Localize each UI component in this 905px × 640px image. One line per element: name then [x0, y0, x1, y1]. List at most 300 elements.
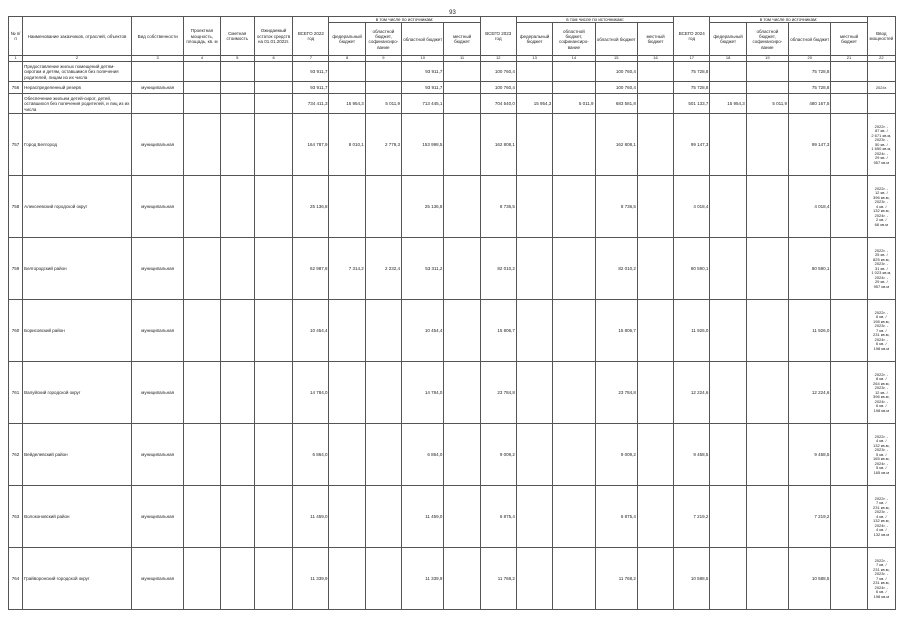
row-fed-2023 [516, 82, 552, 94]
row-number: 758 [9, 176, 23, 238]
row-capacity [184, 548, 220, 610]
row-fed-2022 [329, 62, 365, 82]
row-remaining [254, 548, 292, 610]
row-fed-2022: 8 010,1 [329, 114, 365, 176]
row-fed-2023: 15 954,3 [516, 94, 552, 114]
row-reg-cofin-2024 [746, 424, 788, 486]
row-reg-2022: 14 784,0 [402, 362, 444, 424]
row-reg-2022: 153 998,5 [402, 114, 444, 176]
row-local-2024 [831, 94, 867, 114]
row-total-2024: 80 590,1 [674, 238, 710, 300]
row-local-2023 [637, 486, 673, 548]
row-reg-2022: 713 445,1 [402, 94, 444, 114]
row-commissioning [867, 62, 895, 82]
row-reg-cofin-2024 [746, 176, 788, 238]
row-local-2022 [444, 424, 480, 486]
header-commissioning: Ввод мощностей [867, 17, 895, 56]
row-commissioning: 2022г. - 6 кв. / 198 кв.м, 2023г. - 7 кв. / 231 кв.м, 2024г. - 6 кв. / 198 кв.м [867, 300, 895, 362]
row-fed-2023 [516, 62, 552, 82]
row-fed-2024 [710, 82, 746, 94]
row-cost [220, 114, 254, 176]
row-total-2024: 10 588,5 [674, 548, 710, 610]
row-remaining [254, 94, 292, 114]
row-local-2024 [831, 238, 867, 300]
column-index-cell: 15 [595, 56, 637, 62]
row-total-2023: 100 760,4 [480, 82, 516, 94]
row-reg-2024: 9 458,5 [789, 424, 831, 486]
column-index-cell: 22 [867, 56, 895, 62]
row-reg-2024: 11 926,0 [789, 300, 831, 362]
row-name: Нераспределенный резерв [23, 82, 132, 94]
header-reg-2024: областной бюджет [789, 23, 831, 56]
row-number: 756 [9, 82, 23, 94]
row-total-2023: 9 009,2 [480, 424, 516, 486]
row-total-2022: 164 787,9 [293, 114, 329, 176]
row-total-2024: 9 458,5 [674, 424, 710, 486]
row-remaining [254, 300, 292, 362]
table-row [9, 300, 896, 362]
row-reg-cofin-2024: 5 011,9 [746, 94, 788, 114]
table-body [9, 56, 896, 610]
row-total-2022: 6 864,0 [293, 424, 329, 486]
row-reg-2023: 15 806,7 [595, 300, 637, 362]
row-ownership: муниципальная [131, 176, 183, 238]
row-local-2024 [831, 486, 867, 548]
row-number: 762 [9, 424, 23, 486]
row-reg-2022: 11 339,9 [402, 548, 444, 610]
row-local-2022 [444, 238, 480, 300]
row-reg-2022: 10 454,4 [402, 300, 444, 362]
row-fed-2023 [516, 176, 552, 238]
row-local-2024 [831, 424, 867, 486]
row-fed-2022 [329, 486, 365, 548]
row-commissioning: 2022г. - 7 кв. / 231 кв.м, 2023г. - 4 кв. / 132 кв.м, 2024г. - 4 кв. / 132 кв.м [867, 486, 895, 548]
row-reg-2023: 100 760,4 [595, 62, 637, 82]
column-index-cell: 21 [831, 56, 867, 62]
row-reg-2023: 23 784,8 [595, 362, 637, 424]
row-fed-2024 [710, 176, 746, 238]
row-ownership: муниципальная [131, 114, 183, 176]
row-reg-2023: 8 736,5 [595, 176, 637, 238]
row-reg-2023: 100 760,4 [595, 82, 637, 94]
row-reg-cofin-2022: 2 779,3 [365, 114, 401, 176]
row-capacity [184, 300, 220, 362]
column-index-cell: 12 [480, 56, 516, 62]
row-reg-cofin-2023: 5 011,9 [553, 94, 595, 114]
header-local-2022: местный бюджет [444, 23, 480, 56]
row-total-2023: 23 784,8 [480, 362, 516, 424]
row-fed-2022: 7 314,2 [329, 238, 365, 300]
row-total-2023: 162 808,1 [480, 114, 516, 176]
row-total-2022: 14 784,0 [293, 362, 329, 424]
row-reg-cofin-2022 [365, 548, 401, 610]
header-fed-2024: федеральный бюджет [710, 23, 746, 56]
row-total-2024: 12 224,6 [674, 362, 710, 424]
row-total-2022: 93 911,7 [293, 82, 329, 94]
row-reg-cofin-2022: 5 011,9 [365, 94, 401, 114]
row-fed-2024 [710, 62, 746, 82]
row-reg-cofin-2023 [553, 424, 595, 486]
row-capacity [184, 238, 220, 300]
header-reg-2022: областной бюджет [402, 23, 444, 56]
row-local-2023 [637, 424, 673, 486]
row-reg-cofin-2024 [746, 548, 788, 610]
row-ownership: муниципальная [131, 238, 183, 300]
row-local-2023 [637, 114, 673, 176]
row-reg-cofin-2024 [746, 362, 788, 424]
row-cost [220, 362, 254, 424]
row-name: Обеспечение жильем детей-сирот, детей, оставшихся без попечения родителей, и лиц из их числа [23, 94, 132, 114]
row-reg-2023: 6 875,4 [595, 486, 637, 548]
column-index-cell: 9 [365, 56, 401, 62]
row-total-2024: 99 147,3 [674, 114, 710, 176]
row-number: 757 [9, 114, 23, 176]
column-index-cell: 4 [184, 56, 220, 62]
row-local-2022 [444, 114, 480, 176]
header-reg-2023: областной бюджет [595, 23, 637, 56]
row-name: Белгородский район [23, 238, 132, 300]
row-fed-2022 [329, 300, 365, 362]
row-name: Алексеевский городской округ [23, 176, 132, 238]
row-total-2022: 11 459,0 [293, 486, 329, 548]
row-local-2024 [831, 548, 867, 610]
row-fed-2023 [516, 424, 552, 486]
row-remaining [254, 62, 292, 82]
row-local-2022 [444, 362, 480, 424]
header-sources-2023: в том числе по источникам: [516, 17, 673, 23]
row-fed-2024 [710, 548, 746, 610]
row-local-2024 [831, 114, 867, 176]
row-fed-2024: 15 954,3 [710, 94, 746, 114]
row-reg-cofin-2022 [365, 486, 401, 548]
row-reg-2022: 6 864,0 [402, 424, 444, 486]
row-fed-2024 [710, 486, 746, 548]
row-name: Валуйский городской округ [23, 362, 132, 424]
header-total-2022: ВСЕГО 2022 год [293, 17, 329, 56]
table-row [9, 424, 896, 486]
row-total-2024: 4 018,4 [674, 176, 710, 238]
row-reg-2023: 82 010,2 [595, 238, 637, 300]
row-ownership: муниципальная [131, 82, 183, 94]
header-name: Наименование заказчиков, отраслей, объектов [23, 17, 132, 56]
header-reg-cofin-2022: областной бюджет, софинансиро-вание [365, 23, 401, 56]
row-fed-2023 [516, 362, 552, 424]
row-reg-cofin-2022 [365, 300, 401, 362]
row-fed-2023 [516, 300, 552, 362]
table-row [9, 548, 896, 610]
row-local-2022 [444, 82, 480, 94]
row-reg-cofin-2024 [746, 238, 788, 300]
header-fed-2023: федеральный бюджет [516, 23, 552, 56]
row-ownership [131, 94, 183, 114]
header-reg-cofin-2023: областной бюджет, софинансиро-вание [553, 23, 595, 56]
row-commissioning: 2022г. - 12 кв. / 396 кв.м, 2023г. - 4 кв. / 132 кв.м, 2024г. - 2 кв. / 66 кв.м [867, 176, 895, 238]
row-reg-2022: 25 136,8 [402, 176, 444, 238]
row-reg-2023: 9 009,2 [595, 424, 637, 486]
row-cost [220, 424, 254, 486]
row-number: 763 [9, 486, 23, 548]
header-capacity: Проектная мощность, площадь, кв. м [184, 17, 220, 56]
row-cost [220, 486, 254, 548]
row-reg-cofin-2022: 2 232,4 [365, 238, 401, 300]
row-ownership: муниципальная [131, 300, 183, 362]
row-total-2022: 62 987,8 [293, 238, 329, 300]
row-reg-cofin-2022 [365, 176, 401, 238]
column-index-cell: 3 [131, 56, 183, 62]
header-remaining: Ожидаемый остаток средств на 01.01.2022г. [254, 17, 292, 56]
row-reg-2022: 53 311,2 [402, 238, 444, 300]
row-fed-2024 [710, 114, 746, 176]
row-total-2024: 75 728,8 [674, 62, 710, 82]
row-total-2024: 501 133,7 [674, 94, 710, 114]
row-total-2022: 11 339,9 [293, 548, 329, 610]
row-capacity [184, 62, 220, 82]
column-index-cell: 2 [23, 56, 132, 62]
header-total-2023: ВСЕГО 2023 год [480, 17, 516, 56]
row-capacity [184, 94, 220, 114]
row-remaining [254, 176, 292, 238]
row-reg-cofin-2023 [553, 176, 595, 238]
header-cost: Сметная стоимость [220, 17, 254, 56]
row-commissioning: 2024г. [867, 82, 895, 94]
row-fed-2022 [329, 362, 365, 424]
row-ownership: муниципальная [131, 424, 183, 486]
row-total-2023: 15 806,7 [480, 300, 516, 362]
row-remaining [254, 424, 292, 486]
row-reg-2024: 75 728,8 [789, 62, 831, 82]
row-reg-cofin-2024 [746, 114, 788, 176]
row-fed-2022 [329, 176, 365, 238]
header-local-2024: местный бюджет [831, 23, 867, 56]
row-reg-2022: 93 911,7 [402, 62, 444, 82]
row-reg-cofin-2022 [365, 362, 401, 424]
row-cost [220, 62, 254, 82]
row-fed-2024 [710, 424, 746, 486]
row-name: Грайворонский городской округ [23, 548, 132, 610]
column-index-cell: 20 [789, 56, 831, 62]
row-reg-cofin-2024 [746, 62, 788, 82]
row-capacity [184, 114, 220, 176]
header-local-2023: местный бюджет [637, 23, 673, 56]
column-index-cell: 19 [746, 56, 788, 62]
row-capacity [184, 176, 220, 238]
row-total-2022: 10 454,4 [293, 300, 329, 362]
row-reg-cofin-2022 [365, 424, 401, 486]
row-total-2023: 6 875,4 [480, 486, 516, 548]
column-index-cell: 11 [444, 56, 480, 62]
row-total-2023: 100 760,4 [480, 62, 516, 82]
row-local-2022 [444, 548, 480, 610]
row-reg-cofin-2023 [553, 82, 595, 94]
row-ownership: муниципальная [131, 548, 183, 610]
row-local-2024 [831, 62, 867, 82]
table-row [9, 82, 896, 94]
column-index-cell: 10 [402, 56, 444, 62]
row-local-2023 [637, 300, 673, 362]
row-reg-2024: 80 590,1 [789, 238, 831, 300]
row-commissioning [867, 94, 895, 114]
row-total-2022: 25 136,8 [293, 176, 329, 238]
column-index-cell: 13 [516, 56, 552, 62]
row-total-2023: 704 540,0 [480, 94, 516, 114]
row-number: 759 [9, 238, 23, 300]
row-fed-2024 [710, 238, 746, 300]
row-fed-2023 [516, 486, 552, 548]
row-fed-2022 [329, 548, 365, 610]
row-total-2023: 8 736,5 [480, 176, 516, 238]
row-total-2024: 75 728,8 [674, 82, 710, 94]
row-fed-2022: 15 954,3 [329, 94, 365, 114]
row-capacity [184, 362, 220, 424]
row-cost [220, 82, 254, 94]
row-name: Борисовский район [23, 300, 132, 362]
row-reg-2024: 7 219,2 [789, 486, 831, 548]
row-reg-cofin-2023 [553, 486, 595, 548]
row-name: Предоставление жилых помещений детям-сиротам и детям, оставшимся без попечения родителей, лицам из их числа [23, 62, 132, 82]
header-total-2024: ВСЕГО 2024 год [674, 17, 710, 56]
row-reg-2024: 75 728,8 [789, 82, 831, 94]
row-ownership: муниципальная [131, 362, 183, 424]
row-name: Волоконовский район [23, 486, 132, 548]
table-row [9, 486, 896, 548]
header-sources-2022: в том числе по источникам: [329, 17, 480, 23]
row-cost [220, 238, 254, 300]
row-total-2023: 11 768,2 [480, 548, 516, 610]
row-name: Город Белгород [23, 114, 132, 176]
row-local-2023 [637, 176, 673, 238]
row-capacity [184, 486, 220, 548]
table-row [9, 114, 896, 176]
column-index-cell: 16 [637, 56, 673, 62]
row-capacity [184, 424, 220, 486]
header-reg-cofin-2024: областной бюджет, софинансиро-вание [746, 23, 788, 56]
row-fed-2023 [516, 238, 552, 300]
row-total-2024: 11 926,0 [674, 300, 710, 362]
row-ownership: муниципальная [131, 486, 183, 548]
row-remaining [254, 486, 292, 548]
table-row [9, 94, 896, 114]
column-index-cell: 8 [329, 56, 365, 62]
row-commissioning: 2022г. - 8 кв. / 264 кв.м, 2023г. - 12 кв. / 396 кв.м, 2024г. - 6 кв. / 198 кв.м [867, 362, 895, 424]
row-remaining [254, 238, 292, 300]
row-fed-2024 [710, 362, 746, 424]
row-fed-2022 [329, 82, 365, 94]
column-index-cell: 5 [220, 56, 254, 62]
row-total-2023: 82 010,2 [480, 238, 516, 300]
row-reg-2023: 162 808,1 [595, 114, 637, 176]
header-fed-2022: федеральный бюджет [329, 23, 365, 56]
row-local-2023 [637, 548, 673, 610]
table-row [9, 62, 896, 82]
row-reg-cofin-2023 [553, 548, 595, 610]
row-reg-cofin-2023 [553, 362, 595, 424]
row-reg-2024: 10 588,5 [789, 548, 831, 610]
row-reg-cofin-2024 [746, 300, 788, 362]
row-capacity [184, 82, 220, 94]
row-reg-2024: 480 167,5 [789, 94, 831, 114]
row-local-2023 [637, 362, 673, 424]
row-local-2023 [637, 94, 673, 114]
row-cost [220, 548, 254, 610]
row-local-2024 [831, 82, 867, 94]
row-commissioning: 2022г. - 87 кв. / 2 671 кв.м, 2023г. - 50 кв. / 1 650 кв.м, 2024г. - 29 кв. / 957 кв.м [867, 114, 895, 176]
row-total-2022: 93 911,7 [293, 62, 329, 82]
row-local-2022 [444, 486, 480, 548]
row-local-2022 [444, 300, 480, 362]
row-fed-2023 [516, 114, 552, 176]
row-total-2022: 734 411,3 [293, 94, 329, 114]
row-cost [220, 94, 254, 114]
row-fed-2022 [329, 424, 365, 486]
header-num: № п/п [9, 17, 23, 56]
column-index-cell: 18 [710, 56, 746, 62]
header-sources-2024: в том числе по источникам: [710, 17, 867, 23]
row-cost [220, 176, 254, 238]
row-local-2024 [831, 300, 867, 362]
page-number: 93 [449, 10, 456, 16]
row-reg-2024: 4 018,4 [789, 176, 831, 238]
row-cost [220, 300, 254, 362]
column-index-cell: 14 [553, 56, 595, 62]
header-ownership: Вид собственности [131, 17, 183, 56]
table-row [9, 176, 896, 238]
row-reg-2023: 683 581,8 [595, 94, 637, 114]
row-local-2022 [444, 62, 480, 82]
row-local-2022 [444, 94, 480, 114]
column-index-cell: 1 [9, 56, 23, 62]
row-total-2024: 7 219,2 [674, 486, 710, 548]
row-reg-cofin-2024 [746, 82, 788, 94]
row-reg-2022: 93 911,7 [402, 82, 444, 94]
row-remaining [254, 82, 292, 94]
row-local-2022 [444, 176, 480, 238]
column-index-cell: 6 [254, 56, 292, 62]
row-remaining [254, 362, 292, 424]
row-local-2023 [637, 62, 673, 82]
row-reg-cofin-2023 [553, 62, 595, 82]
row-reg-cofin-2022 [365, 62, 401, 82]
row-commissioning: 2022г. - 4 кв. / 132 кв.м, 2023г. - 5 кв. / 165 кв.м, 2024г. - 5 кв. / 165 кв.м [867, 424, 895, 486]
row-local-2023 [637, 82, 673, 94]
row-ownership [131, 62, 183, 82]
row-commissioning: 2022г. - 7 кв. / 231 кв.м, 2023г. - 7 кв. / 231 кв.м, 2024г. - 6 кв. / 198 кв.м [867, 548, 895, 610]
row-reg-cofin-2024 [746, 486, 788, 548]
row-local-2024 [831, 362, 867, 424]
row-fed-2023 [516, 548, 552, 610]
row-number [9, 94, 23, 114]
row-reg-2024: 12 224,6 [789, 362, 831, 424]
row-commissioning: 2022г. - 25 кв. / 825 кв.м, 2023г. - 31 кв. / 1 023 кв.м, 2024г. - 29 кв. / 957 кв.м [867, 238, 895, 300]
column-index-cell: 17 [674, 56, 710, 62]
table-header [9, 17, 896, 56]
row-number [9, 62, 23, 82]
row-reg-cofin-2022 [365, 82, 401, 94]
table-row [9, 238, 896, 300]
row-number: 761 [9, 362, 23, 424]
row-number: 764 [9, 548, 23, 610]
row-name: Вейделевский район [23, 424, 132, 486]
column-index-cell: 7 [293, 56, 329, 62]
budget-table [8, 16, 896, 610]
row-reg-2022: 11 459,0 [402, 486, 444, 548]
row-reg-cofin-2023 [553, 114, 595, 176]
row-local-2024 [831, 176, 867, 238]
row-reg-2024: 99 147,3 [789, 114, 831, 176]
row-reg-2023: 11 768,2 [595, 548, 637, 610]
row-local-2023 [637, 238, 673, 300]
row-fed-2024 [710, 300, 746, 362]
row-number: 760 [9, 300, 23, 362]
